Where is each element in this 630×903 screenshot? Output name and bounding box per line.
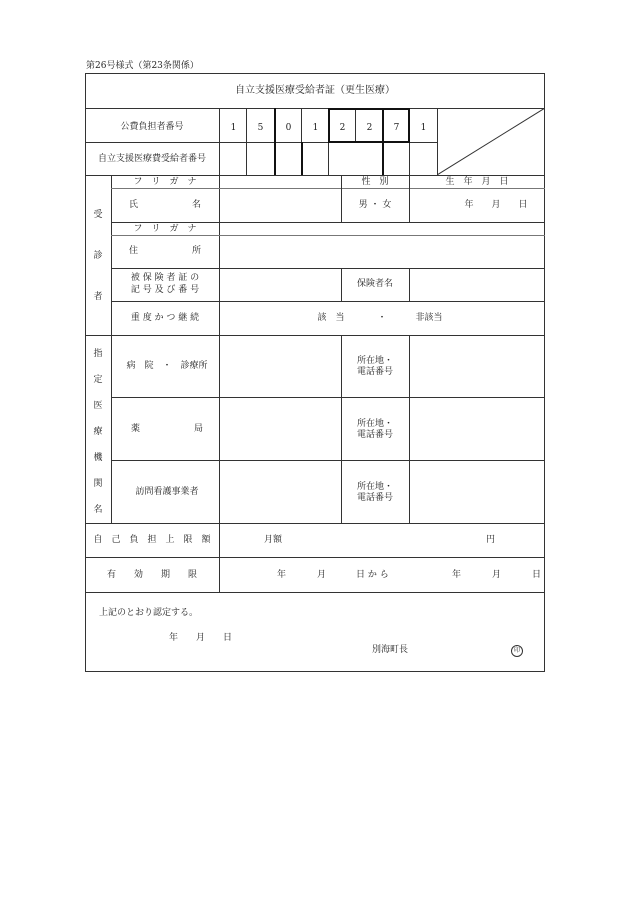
payer-digit: 1 <box>230 123 237 133</box>
payer-digit: 1 <box>420 123 427 133</box>
yen-label: 円 <box>486 535 496 545</box>
furigana-label: フ リ ガ ナ <box>133 177 197 187</box>
pharmacy-label: 薬 局 <box>130 424 204 434</box>
void-diagonal <box>437 108 545 175</box>
payer-digit: 7 <box>393 123 400 133</box>
severity-separator: ・ <box>377 313 387 323</box>
payer-digit: 5 <box>257 123 264 133</box>
institution-section-char: 定 <box>93 375 103 385</box>
gender-value: 男 ・ 女 <box>358 200 392 210</box>
validity-to-month: 月 <box>492 570 502 580</box>
patient-section-char: 診 <box>93 251 103 261</box>
validity-to-year: 年 <box>452 570 462 580</box>
insurance-card-label: 記 号 及 び 番 号 <box>130 285 200 295</box>
insurer-name-label: 保険者名 <box>356 279 394 289</box>
severity-applicable: 該 当 <box>317 313 345 323</box>
monthly-amount-label: 月額 <box>264 535 283 545</box>
location-phone-label: 所在地・ <box>356 482 394 492</box>
payer-digit: 1 <box>312 123 319 133</box>
validity-from-year: 年 <box>277 570 287 580</box>
visiting-nurse-label: 訪問看護事業者 <box>135 487 199 497</box>
validity-from-day: 日 か ら <box>356 570 389 580</box>
copay-limit-label: 自 己 負 担 上 限 額 <box>93 535 211 545</box>
institution-section-char: 関 <box>93 479 103 489</box>
payer-digit: 2 <box>339 123 346 133</box>
location-phone-label: 電話番号 <box>356 430 394 440</box>
name-label: 氏 名 <box>128 200 202 210</box>
payer-digit: 0 <box>285 123 292 133</box>
severity-label: 重 度 か つ 継 続 <box>130 313 200 323</box>
form-number-label: 第26号様式（第23条関係） <box>86 61 199 71</box>
validity-from-month: 月 <box>317 570 327 580</box>
certificate-title: 自立支援医療受給者証（更生医療） <box>235 85 395 96</box>
certification-statement: 上記のとおり認定する。 <box>99 608 199 618</box>
severity-not-applicable: 非該当 <box>415 313 443 323</box>
furigana-label: フ リ ガ ナ <box>133 224 197 234</box>
address-label: 住 所 <box>128 246 202 256</box>
payer-number-label: 公費負担者番号 <box>120 122 184 132</box>
insurance-card-label: 被 保 険 者 証 の <box>130 273 200 283</box>
location-phone-label: 所在地・ <box>356 356 394 366</box>
hospital-clinic-label: 病 院 ・ 診療所 <box>126 361 208 371</box>
institution-section-char: 機 <box>93 453 103 463</box>
validity-label: 有 効 期 限 <box>106 570 198 580</box>
birth-date-label: 生 年 月 日 <box>445 177 509 187</box>
issuer-name: 別海町長 <box>372 645 409 655</box>
payer-digit: 2 <box>366 123 373 133</box>
institution-section-char: 医 <box>93 401 103 411</box>
location-phone-label: 電話番号 <box>356 493 394 503</box>
location-phone-label: 所在地・ <box>356 419 394 429</box>
patient-section-char: 受 <box>93 210 103 220</box>
recipient-number-label: 自立支援医療費受給者番号 <box>97 154 207 164</box>
gender-label: 性 別 <box>361 177 389 187</box>
birth-date-value: 年 月 日 <box>464 200 528 210</box>
institution-section-char: 名 <box>93 505 103 515</box>
certification-date: 年 月 日 <box>169 633 233 643</box>
patient-section-char: 者 <box>93 292 103 302</box>
institution-section-char: 指 <box>93 349 103 359</box>
institution-section-char: 療 <box>93 427 103 437</box>
seal-icon: 印 <box>511 645 523 657</box>
validity-to-day: 日 <box>532 570 542 580</box>
location-phone-label: 電話番号 <box>356 367 394 377</box>
